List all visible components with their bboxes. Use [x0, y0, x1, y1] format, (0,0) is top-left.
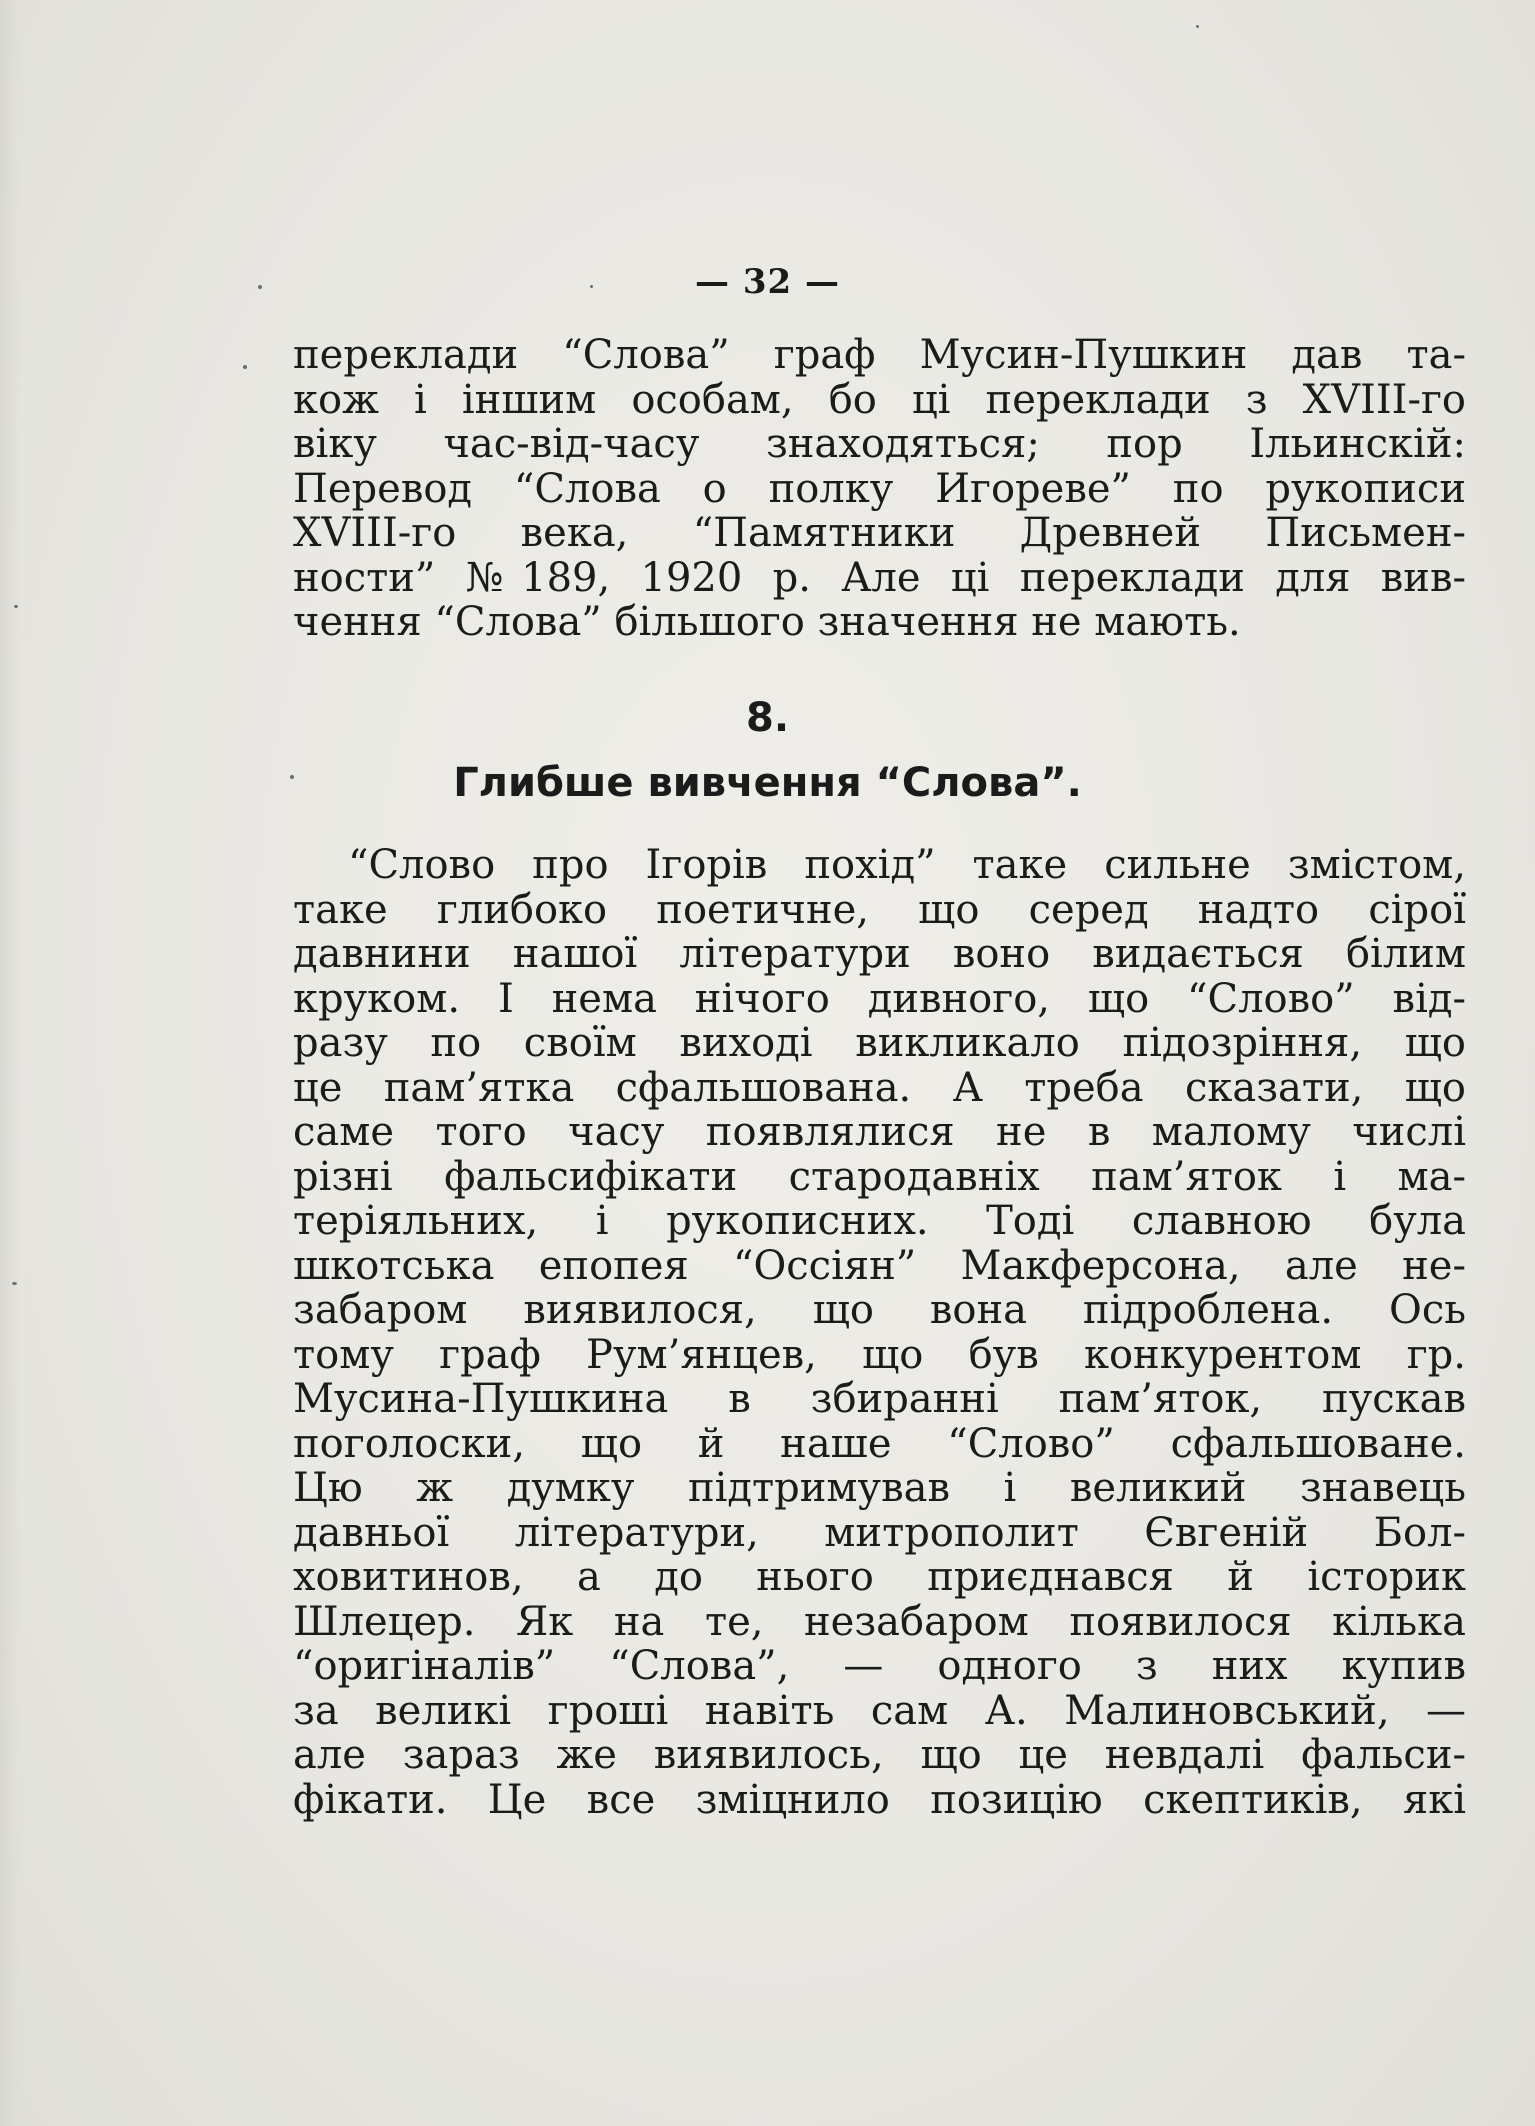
page-edge-shadow: [0, 0, 20, 2126]
text-line: “оригіналів” “Слова”, — одного з них купив: [293, 1644, 1466, 1689]
text-line: переклади “Слова” граф Мусин-Пушкин дав та-: [293, 333, 1466, 378]
page-number: — 32 —: [695, 262, 840, 302]
text-line: це пам’ятка сфальшована. А треба сказати, що: [293, 1065, 1466, 1110]
text-line: забаром виявилося, що вона підроблена. Ось: [293, 1288, 1466, 1333]
paragraph-2: [293, 843, 1466, 1822]
text-line: Мусина-Пушкина в збиранні пам’яток, пускав: [293, 1377, 1466, 1422]
text-line: ховитинов, а до нього приєднався й історик: [293, 1555, 1466, 1600]
text-line: XVIII-го века, “Памятники Древней Письмен-: [293, 511, 1466, 556]
text-line: Перевод “Слова о полку Игореве” по рукописи: [293, 466, 1466, 511]
text-line: різні фальсифікати стародавніх пам’яток і ма-: [293, 1154, 1466, 1199]
scan-speck: [243, 365, 247, 369]
section-title: Глибше вивчення “Слова”.: [453, 760, 1082, 806]
text-line: круком. І нема нічого дивного, що “Слово” від-: [293, 976, 1466, 1021]
text-line: але зараз же виявилось, що це невдалі фальси-: [293, 1733, 1466, 1778]
text-line: Шлецер. Як на те, незабаром появилося кілька: [293, 1599, 1466, 1644]
text-line: кож і іншим особам, бо ці переклади з XVIII-го: [293, 377, 1466, 422]
scan-speck: [14, 605, 18, 608]
text-line: таке глибоко поетичне, що серед надто сірої: [293, 887, 1466, 932]
text-line: давнини нашої літератури воно видається білим: [293, 932, 1466, 977]
text-line: разу по своїм виході викликало підозріння, що: [293, 1021, 1466, 1066]
scan-speck: [590, 285, 593, 288]
section-number: 8.: [745, 695, 790, 741]
scan-speck: [258, 285, 262, 289]
text-line: поголоски, що й наше “Слово” сфальшоване.: [293, 1421, 1466, 1466]
text-line: “Слово про Ігорів похід” таке сильне змістом,: [348, 843, 1466, 888]
text-line: віку час-від-часу знаходяться; пор Ільинскій:: [293, 422, 1466, 467]
scan-speck: [12, 1282, 17, 1285]
scan-speck: [290, 775, 294, 779]
text-line: Цю ж думку підтримував і великий знавець: [293, 1466, 1466, 1511]
text-line: саме того часу появлялися не в малому числі: [293, 1110, 1466, 1155]
paragraph-1: [293, 333, 1466, 645]
text-line: чення “Слова” більшого значення не мають.: [293, 600, 1241, 645]
text-line: фікати. Це все зміцнило позицію скептиків, які: [293, 1777, 1466, 1822]
scan-speck: [1196, 25, 1199, 28]
text-line: ности” №189, 1920 р. Але ці переклади для вив-: [293, 555, 1466, 600]
text-line: тому граф Рум’янцев, що був конкурентом гр.: [293, 1332, 1466, 1377]
text-line: теріяльних, і рукописних. Тоді славною була: [293, 1199, 1466, 1244]
text-line: за великі гроші навіть сам А. Малиновський, —: [293, 1688, 1466, 1733]
text-line: шкотська епопея “Оссіян” Макферсона, але не-: [293, 1243, 1466, 1288]
text-line: давньої літератури, митрополит Євгеній Бол-: [293, 1510, 1466, 1555]
